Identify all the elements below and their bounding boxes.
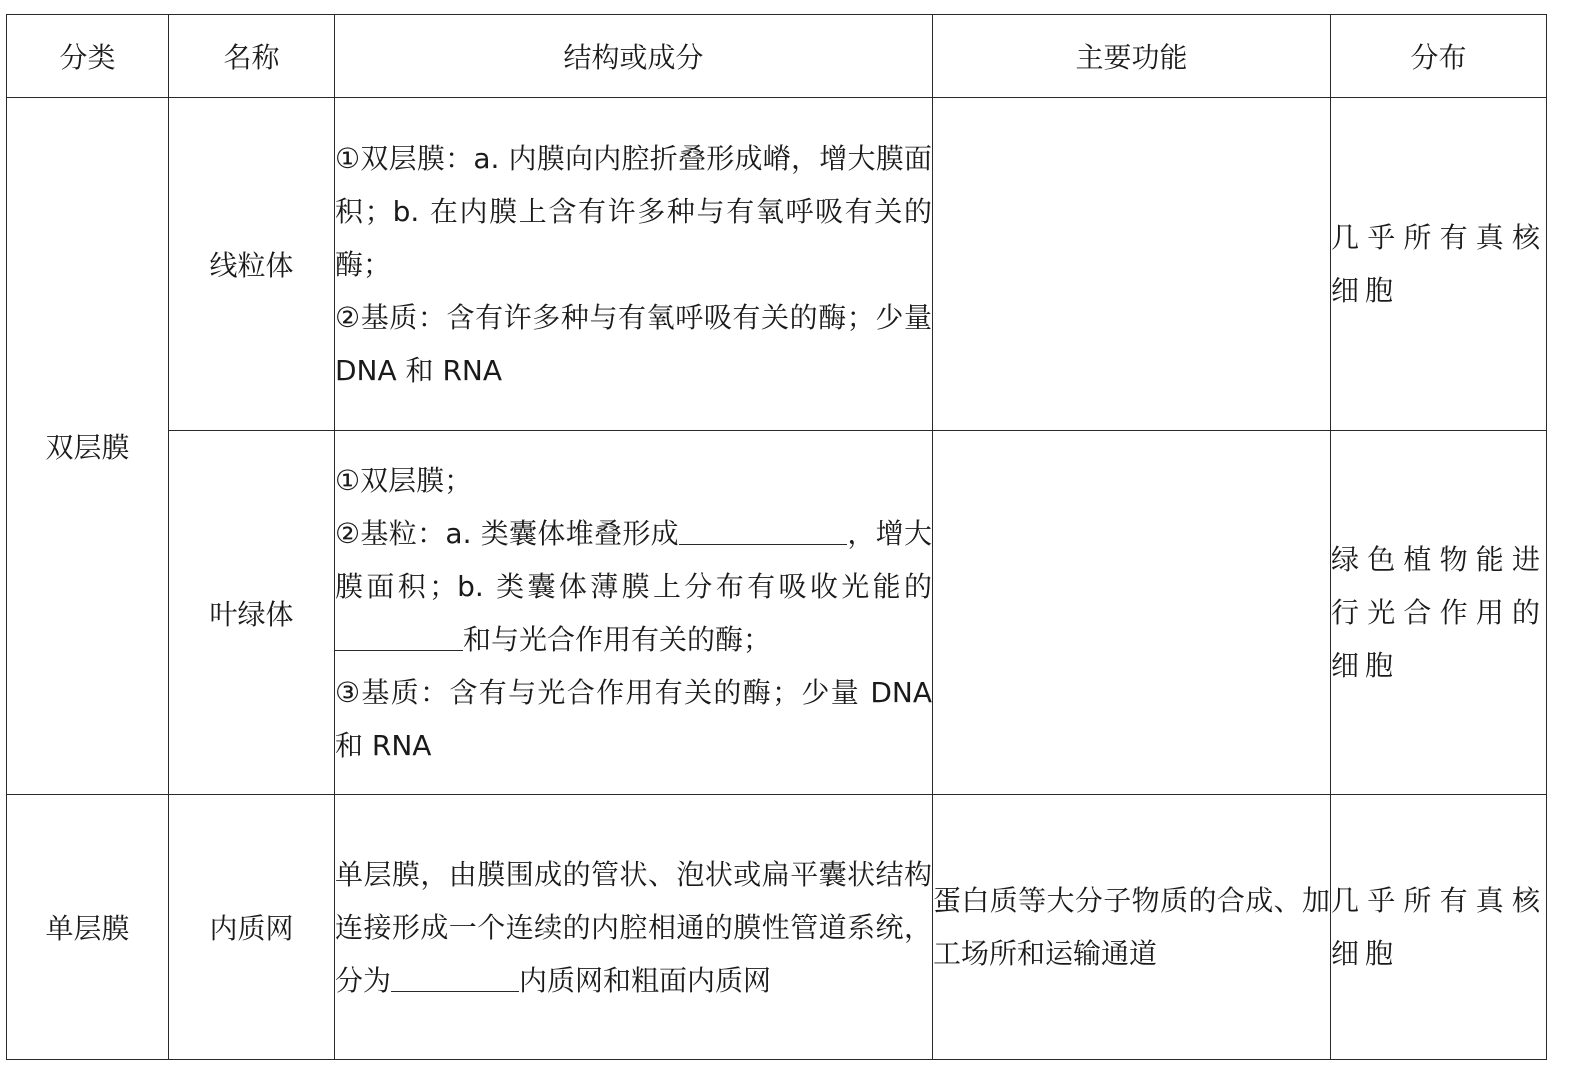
organelle-table <box>6 14 1547 1060</box>
header-structure: 结构或成分 <box>335 15 933 98</box>
fill-blank-1[interactable] <box>679 514 847 545</box>
header-row <box>7 15 1547 98</box>
header-distribution: 分布 <box>1331 15 1547 98</box>
name-chloroplast: 叶绿体 <box>169 431 335 795</box>
structure-chloroplast-line1: ①双层膜； <box>335 463 473 497</box>
group-double-membrane: 双层膜 <box>7 98 169 795</box>
distribution-er: 几乎所有真核细胞 <box>1331 795 1547 1060</box>
structure-er <box>335 795 933 1060</box>
distribution-chloroplast: 绿色植物能进行光合作用的细胞 <box>1331 431 1547 795</box>
structure-chloroplast-line2 <box>335 507 932 666</box>
structure-mitochondria-line1: ①双层膜：a. 内膜向内腔折叠形成嵴，增大膜面积；b. 在内膜上含有许多种与有氧呼吸有关的酶； <box>335 141 932 281</box>
structure-chloroplast-line3: ③基质：含有与光合作用有关的酶；少量 DNA 和 RNA <box>335 675 932 762</box>
structure-chloroplast-part-b: ，增大膜面积；b. 类囊体薄膜上分布有吸收光能的 <box>335 516 932 603</box>
structure-mitochondria <box>335 98 933 431</box>
header-category: 分类 <box>7 15 169 98</box>
structure-chloroplast-part-a: ②基粒：a. 类囊体堆叠形成 <box>335 516 679 550</box>
structure-er-part-a: 单层膜，由膜围成的管状、泡状或扁平囊状结构连接形成一个连续的内腔相通的膜性管道系统，分为 <box>335 857 932 997</box>
header-function: 主要功能 <box>933 15 1331 98</box>
fill-blank-2[interactable] <box>335 620 463 651</box>
function-chloroplast <box>933 431 1331 795</box>
structure-chloroplast <box>335 431 933 795</box>
function-er: 蛋白质等大分子物质的合成、加工场所和运输通道 <box>933 795 1331 1060</box>
fill-blank-3[interactable] <box>391 961 519 992</box>
structure-mitochondria-line2: ②基质：含有许多种与有氧呼吸有关的酶；少量 DNA 和 RNA <box>335 300 932 387</box>
header-name: 名称 <box>169 15 335 98</box>
function-mitochondria <box>933 98 1331 431</box>
distribution-mitochondria: 几乎所有真核细胞 <box>1331 98 1547 431</box>
structure-er-part-b: 内质网和粗面内质网 <box>519 963 772 997</box>
table-row-er <box>7 795 1547 1060</box>
name-er: 内质网 <box>169 795 335 1060</box>
table-row-mitochondria <box>7 98 1547 431</box>
structure-chloroplast-part-c: 和与光合作用有关的酶； <box>463 622 772 656</box>
group-single-membrane: 单层膜 <box>7 795 169 1060</box>
name-mitochondria: 线粒体 <box>169 98 335 431</box>
table-row-chloroplast <box>7 431 1547 795</box>
